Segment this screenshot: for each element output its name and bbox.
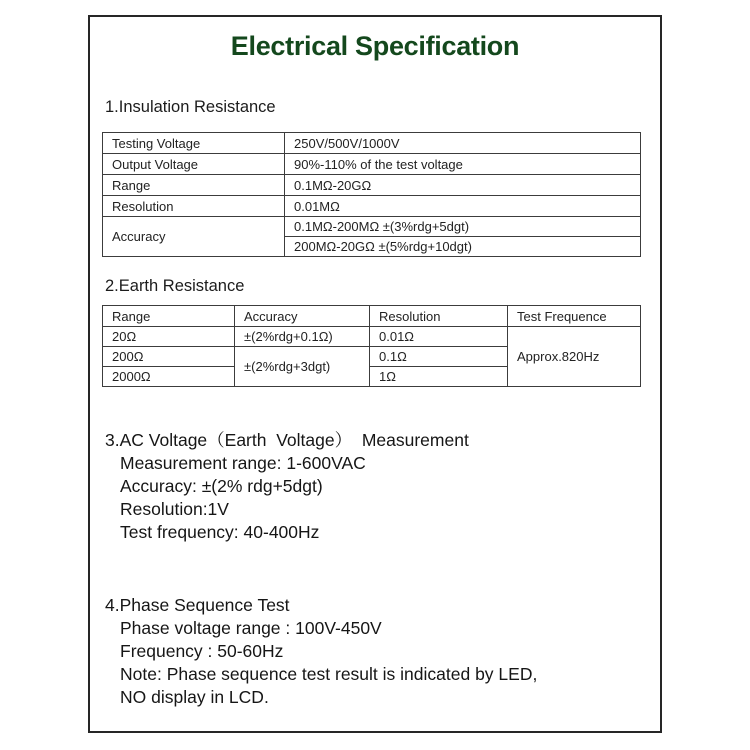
row-label-cell: Output Voltage (103, 154, 285, 175)
insulation-table (102, 132, 641, 257)
spec-line: Note: Phase sequence test result is indicated by LED, (120, 664, 538, 684)
table-row (103, 133, 641, 154)
col-header-range: Range (103, 306, 235, 327)
spec-line: Frequency : 50-60Hz (120, 641, 284, 661)
resolution-cell: 0.01Ω (370, 327, 508, 347)
row-label-cell: Accuracy (103, 217, 285, 257)
spec-line: Resolution:1V (120, 499, 229, 519)
row-value-cell: 0.01MΩ (285, 196, 641, 217)
spec-line: Phase voltage range : 100V-450V (120, 618, 382, 638)
table-row (103, 154, 641, 175)
table-row (103, 327, 641, 347)
resolution-cell: 1Ω (370, 367, 508, 387)
section-1-heading: 1.Insulation Resistance (105, 98, 276, 116)
resolution-cell: 0.1Ω (370, 347, 508, 367)
col-header-accuracy: Accuracy (235, 306, 370, 327)
earth-table (102, 305, 641, 387)
spec-line: Accuracy: ±(2% rdg+5dgt) (120, 476, 323, 496)
row-value-cell: 90%-110% of the test voltage (285, 154, 641, 175)
ac-voltage-section (105, 429, 469, 544)
spec-line: Measurement range: 1-600VAC (120, 453, 366, 473)
row-label-cell: Range (103, 175, 285, 196)
range-cell: 200Ω (103, 347, 235, 367)
accuracy-cell: ±(2%rdg+0.1Ω) (235, 327, 370, 347)
table-row (103, 217, 641, 237)
section-3-heading: 3.AC Voltage（Earth Voltage） Measurement (105, 430, 469, 450)
range-cell: 2000Ω (103, 367, 235, 387)
row-value-cell: 0.1MΩ-20GΩ (285, 175, 641, 196)
section-2-heading: 2.Earth Resistance (105, 277, 245, 295)
frequence-cell: Approx.820Hz (508, 327, 641, 387)
spec-line: Test frequency: 40-400Hz (120, 522, 320, 542)
row-label-cell: Resolution (103, 196, 285, 217)
spec-line: NO display in LCD. (120, 687, 269, 707)
row-value-cell: 250V/500V/1000V (285, 133, 641, 154)
col-header-resolution: Resolution (370, 306, 508, 327)
table-row (103, 175, 641, 196)
row-value-cell: 200MΩ-20GΩ ±(5%rdg+10dgt) (285, 237, 641, 257)
row-label-cell: Testing Voltage (103, 133, 285, 154)
row-value-cell: 0.1MΩ-200MΩ ±(3%rdg+5dgt) (285, 217, 641, 237)
section-4-heading: 4.Phase Sequence Test (105, 595, 290, 615)
col-header-frequence: Test Frequence (508, 306, 641, 327)
accuracy-cell: ±(2%rdg+3dgt) (235, 347, 370, 387)
table-row (103, 196, 641, 217)
table-header-row (103, 306, 641, 327)
page-title: Electrical Specification (230, 31, 520, 61)
phase-sequence-section (105, 594, 537, 709)
spec-frame (88, 15, 662, 733)
range-cell: 20Ω (103, 327, 235, 347)
